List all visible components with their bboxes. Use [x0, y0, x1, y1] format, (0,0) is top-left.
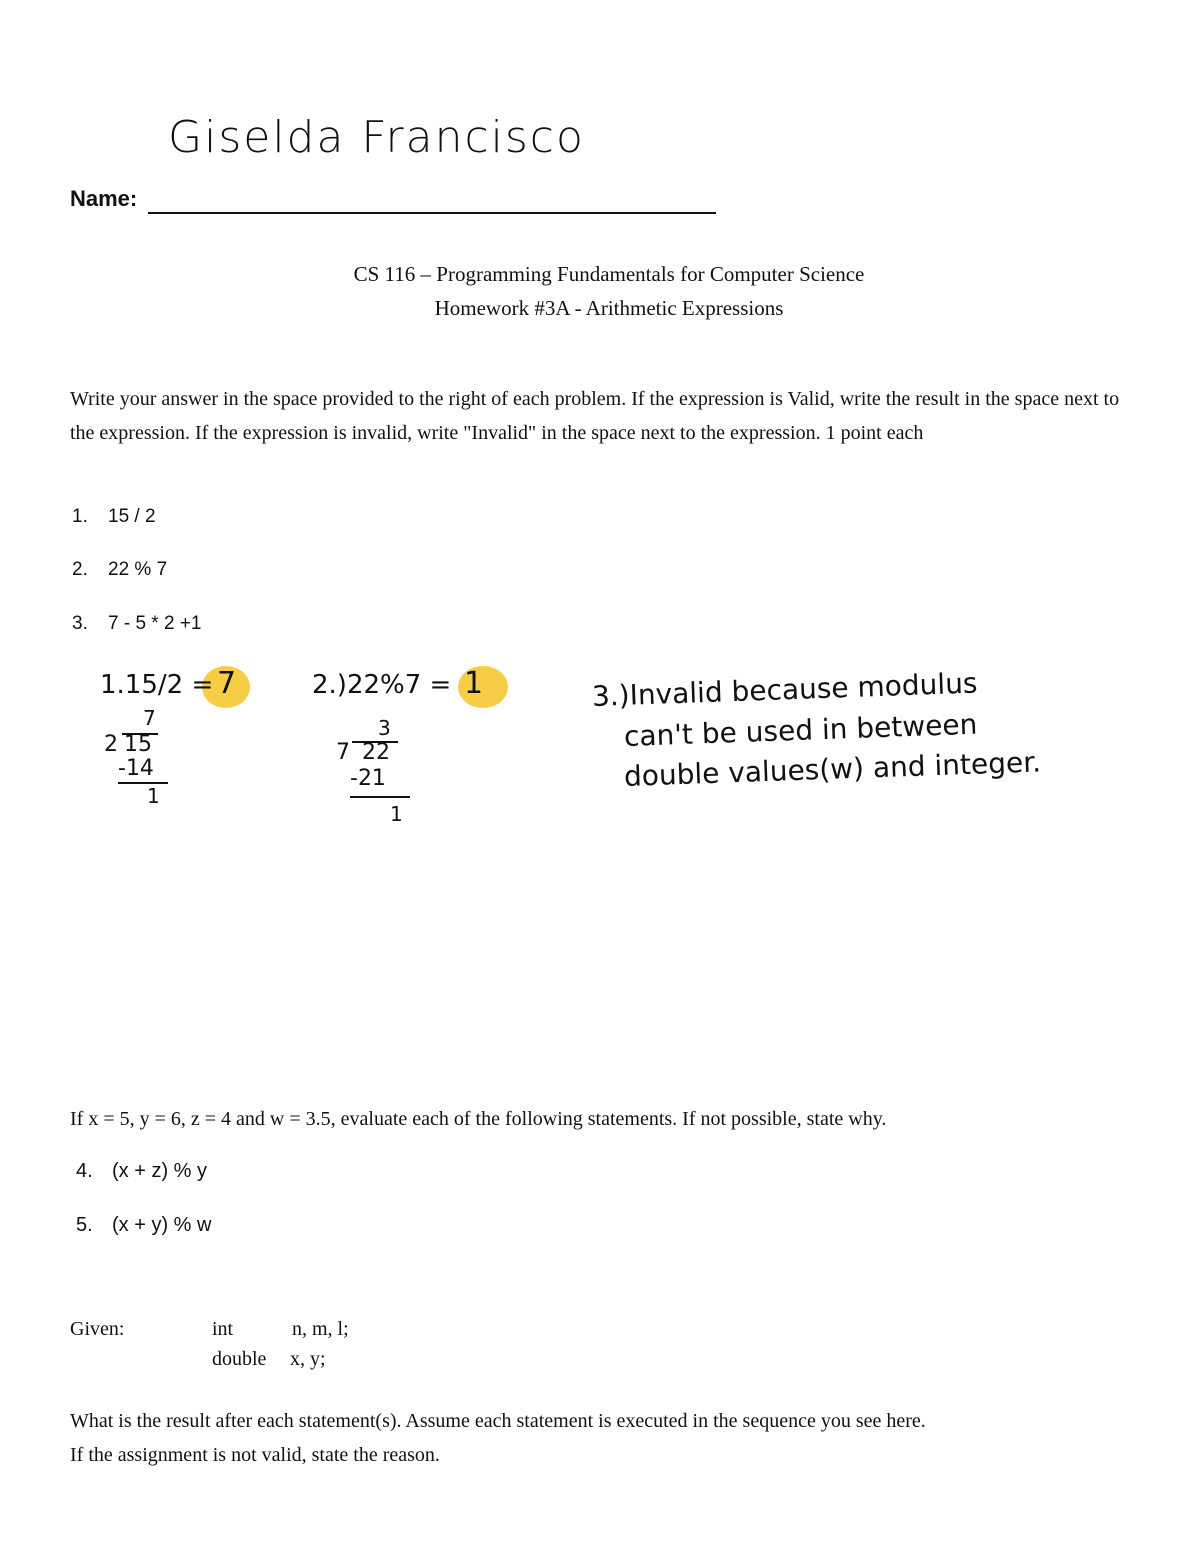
given-variables-text: If x = 5, y = 6, z = 4 and w = 3.5, evaluate each of the following statements. If not possible, state why.	[70, 1108, 887, 1130]
final-instructions-line-2: If the assignment is not valid, state the reason.	[70, 1444, 440, 1466]
given-int-type: int	[212, 1318, 234, 1340]
problem-expression: 15 / 2	[108, 506, 156, 527]
work-2-dividend: 22	[362, 740, 390, 765]
handwritten-result-1: 7	[217, 666, 237, 701]
problem-expression: (x + y) % w	[112, 1214, 212, 1236]
problem-1	[72, 506, 156, 528]
name-underline	[148, 212, 716, 214]
work-1-subtract: -14	[118, 756, 154, 781]
problem-5	[76, 1214, 211, 1237]
signature-handwritten: Giselda Francisco	[168, 112, 585, 163]
work-1-quotient: 7	[143, 706, 156, 730]
problem-number: 4.	[76, 1160, 93, 1182]
work-1-subtract-line	[118, 782, 168, 784]
handwritten-result-2: 1	[464, 666, 484, 701]
instructions-paragraph: Write your answer in the space provided to the right of each problem. If the expression is Valid, write the result in the space next to the expression. If the expression is invalid, write "Invalid" in the space next to the expression. 1 point each	[70, 388, 1120, 444]
given-int-vars: n, m, l;	[292, 1318, 349, 1340]
problem-expression: (x + z) % y	[112, 1160, 208, 1182]
work-2-divisor: 7	[336, 740, 350, 765]
handwritten-answer-3-line-2: can't be used in between	[623, 707, 978, 753]
handwritten-answer-3-line-3: double values(w) and integer.	[623, 745, 1042, 793]
problem-2	[72, 559, 167, 581]
given-label: Given:	[70, 1318, 125, 1340]
name-label: Name:	[70, 186, 138, 211]
work-2-subtract-line	[350, 796, 410, 798]
handwritten-answer-3-line-1: 3.)Invalid because modulus	[591, 666, 978, 713]
problem-expression: 22 % 7	[108, 559, 168, 580]
homework-title: Homework #3A - Arithmetic Expressions	[434, 296, 784, 320]
problem-3	[72, 613, 201, 635]
problem-number: 1.	[72, 506, 88, 527]
problem-expression: 7 - 5 * 2 +1	[108, 613, 202, 634]
problem-4	[76, 1160, 207, 1183]
work-2-subtract: -21	[350, 766, 386, 791]
problem-number: 3.	[72, 613, 88, 634]
work-1-remainder: 1	[147, 784, 160, 808]
given-double-type: double	[212, 1348, 267, 1370]
handwritten-answer-1: 1.15/2 =	[100, 670, 214, 700]
problem-number: 5.	[76, 1214, 93, 1236]
problem-number: 2.	[72, 559, 88, 580]
given-double-vars: x, y;	[290, 1348, 326, 1370]
course-title: CS 116 – Programming Fundamentals for Computer Science	[353, 262, 865, 286]
work-2-remainder: 1	[390, 802, 403, 826]
work-1-divisor: 2	[104, 732, 118, 757]
handwritten-answer-2: 2.)22%7 =	[312, 670, 452, 700]
final-instructions-line-1: What is the result after each statement(s). Assume each statement is executed in the sequence you see here.	[70, 1410, 926, 1432]
work-1-dividend: 15	[124, 732, 152, 757]
work-2-quotient: 3	[378, 716, 391, 740]
